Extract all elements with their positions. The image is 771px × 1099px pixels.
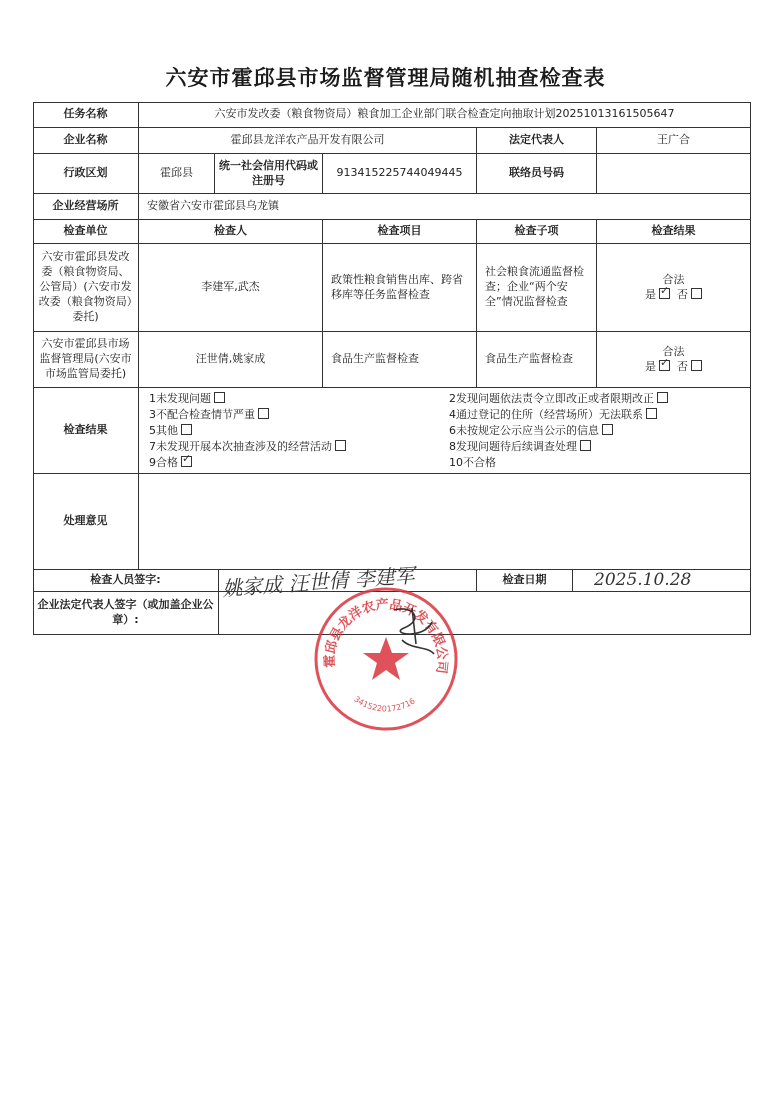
result-option-8-checkbox[interactable] <box>580 440 591 451</box>
result-option-1-checkbox[interactable] <box>214 392 225 403</box>
inspector-signatures: 姚家成 汪世倩 李建军 <box>221 563 416 601</box>
row1-yes-label: 是 <box>645 287 656 301</box>
unit-header: 检查单位 <box>33 220 139 244</box>
row1-inspector: 李建军,武杰 <box>139 244 323 332</box>
enterprise-name-label: 企业名称 <box>33 128 139 154</box>
row2-inspector: 汪世倩,姚家成 <box>139 332 323 388</box>
result-option-4-checkbox[interactable] <box>646 408 657 419</box>
row1-subitem: 社会粮食流通监督检查；企业“两个安全”情况监督检查 <box>477 244 597 332</box>
result-option-9-checkbox[interactable] <box>181 456 192 467</box>
legal-signature-label: 企业法定代表人签字（或加盖企业公章）: <box>33 592 219 635</box>
row1-item: 政策性粮食销售出库、跨省移库等任务监督检查 <box>323 244 477 332</box>
result-option-8: 8发现问题待后续调查处理 <box>449 440 577 453</box>
enterprise-name-value: 霍邱县龙洋农产品开发有限公司 <box>139 128 477 154</box>
row1-unit: 六安市霍邱县发改委（粮食物资局、公管局）(六安市发改委（粮食物资局）委托) <box>33 244 139 332</box>
row2-result <box>597 332 751 388</box>
result-option-4: 4通过登记的住所（经营场所）无法联系 <box>449 408 643 421</box>
opinion-label: 处理意见 <box>33 474 139 570</box>
result-option-7: 7未发现开展本次抽查涉及的经营活动 <box>149 440 332 453</box>
result-option-3-checkbox[interactable] <box>258 408 269 419</box>
result-section-label: 检查结果 <box>33 388 139 474</box>
row2-subitem: 食品生产监督检查 <box>477 332 597 388</box>
row2-item: 食品生产监督检查 <box>323 332 477 388</box>
row1-result-title: 合法 <box>662 272 685 286</box>
result-options <box>139 388 751 474</box>
row1-no-checkbox[interactable] <box>691 288 702 299</box>
row2-no-checkbox[interactable] <box>691 360 702 371</box>
result-header: 检查结果 <box>597 220 751 244</box>
task-name-label: 任务名称 <box>33 102 139 128</box>
result-option-7-checkbox[interactable] <box>335 440 346 451</box>
result-option-3: 3不配合检查情节严重 <box>149 408 255 421</box>
result-option-5-checkbox[interactable] <box>181 424 192 435</box>
inspection-form <box>33 102 751 635</box>
district-value: 霍邱县 <box>139 154 215 194</box>
legal-rep-value: 王广合 <box>597 128 751 154</box>
row2-no-label: 否 <box>677 359 688 373</box>
inspector-signature-label: 检查人员签字: <box>33 570 219 592</box>
result-option-6: 6未按规定公示应当公示的信息 <box>449 424 599 437</box>
result-option-2: 2发现问题依法责令立即改正或者限期改正 <box>449 392 654 405</box>
result-option-1: 1未发现问题 <box>149 392 211 405</box>
legal-rep-signature <box>384 600 444 660</box>
result-option-2-checkbox[interactable] <box>657 392 668 403</box>
result-option-9: 9合格 <box>149 456 178 469</box>
row1-no-label: 否 <box>677 287 688 301</box>
address-label: 企业经营场所 <box>33 194 139 220</box>
seal-text: 霍邱县龙洋农产品开发有限公司 <box>322 597 450 675</box>
legal-rep-label: 法定代表人 <box>477 128 597 154</box>
credit-code-value: 913415225744049445 <box>323 154 477 194</box>
date-label: 检查日期 <box>477 570 573 592</box>
inspector-header: 检查人 <box>139 220 323 244</box>
item-header: 检查项目 <box>323 220 477 244</box>
row1-yes-checkbox[interactable] <box>659 288 670 299</box>
row2-unit: 六安市霍邱县市场监督管理局(六安市市场监管局委托) <box>33 332 139 388</box>
row2-result-title: 合法 <box>662 344 685 358</box>
result-option-5: 5其他 <box>149 424 178 437</box>
liaison-label: 联络员号码 <box>477 154 597 194</box>
page-title: 六安市霍邱县市场监督管理局随机抽查检查表 <box>165 66 606 90</box>
opinion-value[interactable] <box>139 474 751 570</box>
task-name-value: 六安市发改委（粮食物资局）粮食加工企业部门联合检查定向抽取计划20251013161505647 <box>139 102 751 128</box>
row2-yes-label: 是 <box>645 359 656 373</box>
credit-code-label: 统一社会信用代码或注册号 <box>215 154 323 194</box>
result-option-10: 10不合格 <box>449 456 496 469</box>
address-value: 安徽省六安市霍邱县乌龙镇 <box>139 194 751 220</box>
inspection-date-handwritten: 2025.10.28 <box>594 570 692 590</box>
liaison-value <box>597 154 751 194</box>
subitem-header: 检查子项 <box>477 220 597 244</box>
row2-yes-checkbox[interactable] <box>659 360 670 371</box>
row1-result <box>597 244 751 332</box>
district-label: 行政区划 <box>33 154 139 194</box>
legal-signature-box <box>219 592 751 635</box>
seal-number: 3415220172716 <box>352 694 417 714</box>
result-option-6-checkbox[interactable] <box>602 424 613 435</box>
